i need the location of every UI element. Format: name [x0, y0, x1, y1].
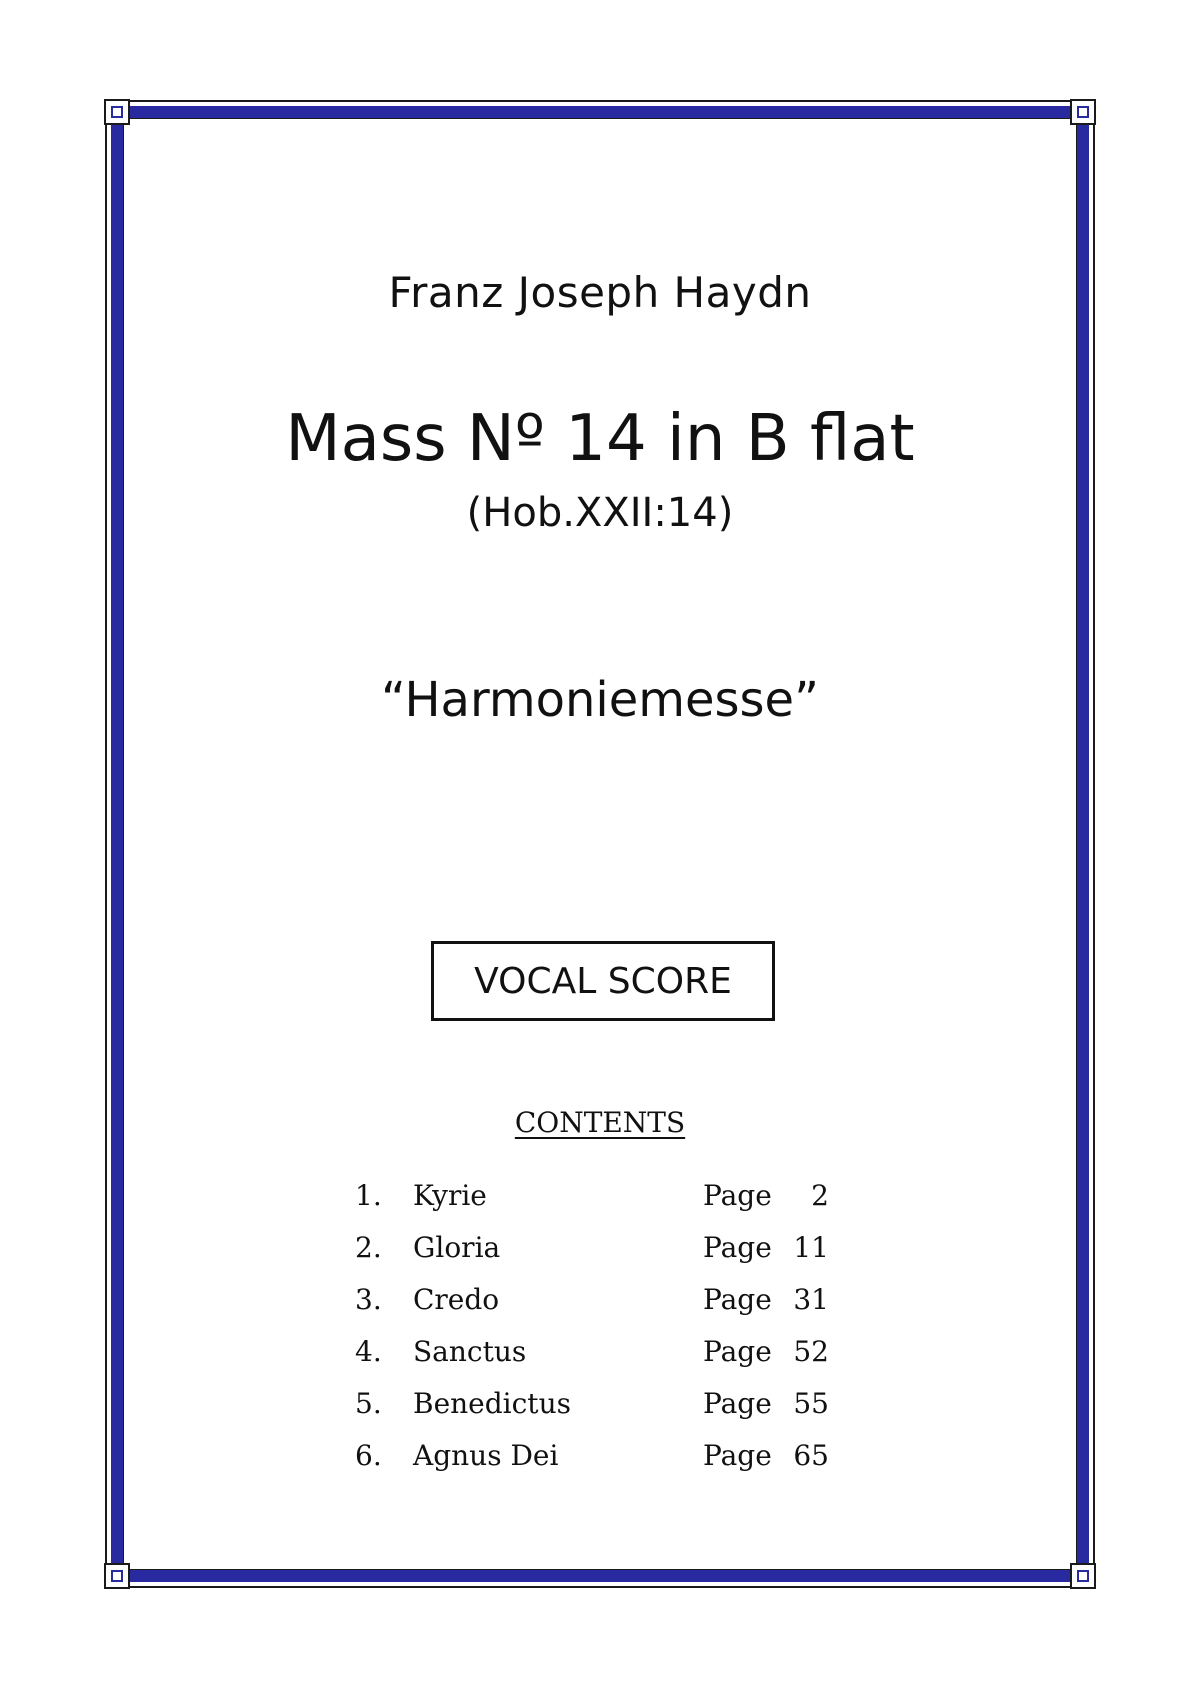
toc-page-number: 31: [793, 1283, 829, 1316]
toc-page-label: Page: [703, 1335, 772, 1368]
toc-item-number: 1.: [355, 1179, 382, 1212]
border-corner-ornament: [104, 99, 130, 125]
toc-item: [355, 1274, 829, 1326]
toc-page-label: Page: [703, 1283, 772, 1316]
border-corner-ornament: [104, 1563, 130, 1589]
toc-page-number: 11: [793, 1231, 829, 1264]
border-corner-ornament: [1070, 99, 1096, 125]
toc-page-label: Page: [703, 1179, 772, 1212]
toc-item-name: Gloria: [413, 1231, 501, 1264]
composer-name: Franz Joseph Haydn: [388, 268, 812, 317]
toc-page-number: 52: [793, 1335, 829, 1368]
toc-item-number: 4.: [355, 1335, 382, 1368]
work-nickname: “Harmoniemesse”: [381, 672, 819, 728]
toc-page-label: Page: [703, 1231, 772, 1264]
toc-item: [355, 1326, 829, 1378]
toc-item-number: 3.: [355, 1283, 382, 1316]
table-of-contents: [355, 1170, 829, 1482]
catalog-number: (Hob.XXII:14): [466, 490, 734, 536]
toc-page-label: Page: [703, 1439, 772, 1472]
toc-page-number: 2: [811, 1179, 829, 1212]
toc-page-label: Page: [703, 1387, 772, 1420]
toc-page-number: 65: [793, 1439, 829, 1472]
toc-item: [355, 1430, 829, 1482]
score-type-label: VOCAL SCORE: [474, 960, 732, 1002]
toc-item-name: Sanctus: [413, 1335, 527, 1368]
toc-item-name: Benedictus: [413, 1387, 571, 1420]
toc-item-name: Kyrie: [413, 1179, 487, 1212]
toc-item-number: 2.: [355, 1231, 382, 1264]
work-title: Mass Nº 14 in B flat: [285, 402, 915, 476]
toc-item: [355, 1222, 829, 1274]
toc-item: [355, 1378, 829, 1430]
toc-page-number: 55: [793, 1387, 829, 1420]
toc-item-name: Credo: [413, 1283, 500, 1316]
toc-item-number: 6.: [355, 1439, 382, 1472]
toc-item-name: Agnus Dei: [413, 1439, 559, 1472]
border-corner-ornament: [1070, 1563, 1096, 1589]
contents-heading: CONTENTS: [514, 1106, 686, 1139]
score-type-box: [431, 941, 775, 1021]
toc-item-number: 5.: [355, 1387, 382, 1420]
toc-item: [355, 1170, 829, 1222]
